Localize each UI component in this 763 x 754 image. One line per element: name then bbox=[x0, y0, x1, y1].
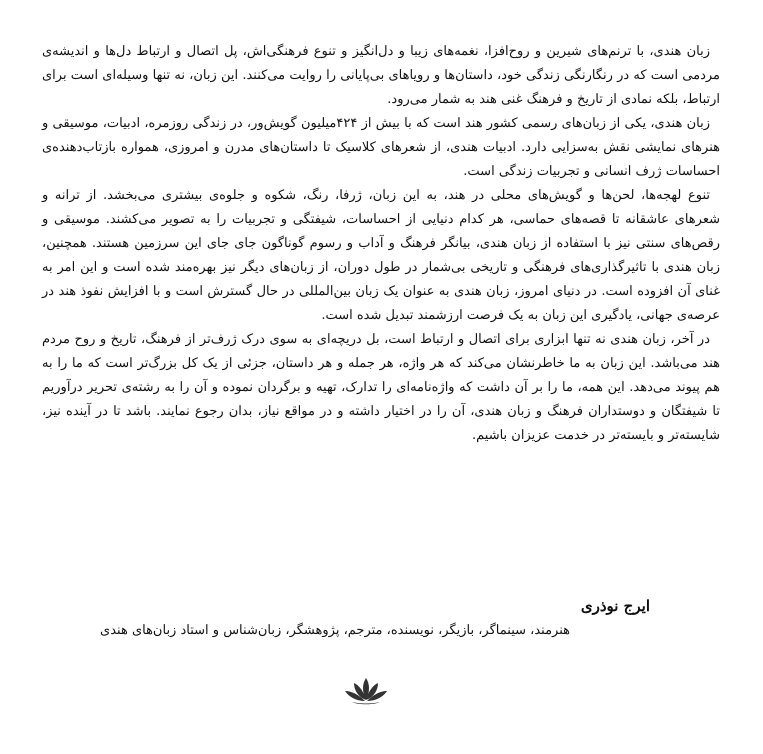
paragraph-conclusion: در آخر، زبان هندی نه تنها ابزاری برای اتصال و ارتباط است، بل دریچه‌ای به سوی درک ژرف‌تر از فرهنگ، تاریخ و روح مردم هند می‌باشد. این زبان به ما خاطرنشان می‌کند که هر واژه، هر جمله و هر داستان، جزئی از یک کل بزرگ‌تر است که ما را به هم پیوند می‌دهد. این همه، ما را بر آن داشت که واژه‌نامه‌ای را تدارک، تهیه و برگردان نموده و آن را به رشته‌ی تحریر درآوریم تا شیفتگان و دوستداران فرهنگ و زبان هندی، آن را در اختیار داشته و در مواقع نیاز، بدان رجوع نمایند. باشد تا در آینده نیز، شایسته‌تر و بایسته‌تر در خدمت عزیزان باشیم. bbox=[42, 332, 720, 443]
article-body bbox=[42, 40, 720, 448]
author-title: هنرمند، سینماگر، بازیگر، نویسنده، مترجم، پژوهشگر، زبان‌شناس و استاد زبان‌های هندی bbox=[100, 623, 570, 638]
signature-block bbox=[60, 597, 660, 638]
lotus-icon bbox=[344, 676, 388, 706]
paragraph-dialects: تنوع لهجه‌ها، لحن‌ها و گویش‌های محلی در هند، به این زبان، ژرفا، رنگ، شکوه و جلوه‌ی بیشتری می‌بخشد. از ترانه و شعرهای عاشقانه تا قصه‌های حماسی، هر کدام دنیایی از احساسات، شیفتگی و تجربیات را به تصویر می‌کشند. موسیقی و رقص‌های سنتی نیز با استفاده از زبان هندی، بیانگر فرهنگ و آداب و رسوم گوناگون جای جای این سرزمین هستند. همچنین، زبان هندی با تاثیرگذاری‌های فرهنگی و تاریخی بی‌شمار در طول دوران، از زبان‌های دیگر نیز بهره‌مند شده است و این امر به غنای آن افزوده است. در دنیای امروز، زبان هندی به عنوان یک زبان بین‌المللی در حال گسترش است و با افزایش نفوذ هند در عرصه‌ی جهانی، یادگیری این زبان به یک فرصت ارزشمند تبدیل شده است. bbox=[42, 188, 720, 323]
paragraph-official-language: زبان هندی، یکی از زبان‌های رسمی کشور هند است که با بیش از ۴۲۴میلیون گویش‌ور، در زندگی روزمره، ادبیات، موسیقی و هنرهای نمایشی نقش به‌سزایی دارد. ادبیات هندی، از شعرهای کلاسیک تا داستان‌های مدرن و امروزی، همواره بازتاب‌دهنده‌ی احساسات ژرف انسانی و تجربیات زندگی است. bbox=[42, 116, 720, 179]
author-name: ایرج نوذری bbox=[580, 597, 650, 615]
paragraph-intro: زبان هندی، با ترنم‌های شیرین و روح‌افزا، نغمه‌های زیبا و دل‌انگیز و تنوع فرهنگی‌اش، پل اتصال و ارتباط دل‌ها و اندیشه‌ی مردمی است که در رنگارنگی زندگی خود، داستان‌ها و رویاهای بی‌پایانی را روایت می‌کنند. این زبان، نه تنها وسیله‌ای است برای ارتباط، بلکه نمادی از تاریخ و فرهنگ غنی هند به شمار می‌رود. bbox=[42, 44, 720, 107]
